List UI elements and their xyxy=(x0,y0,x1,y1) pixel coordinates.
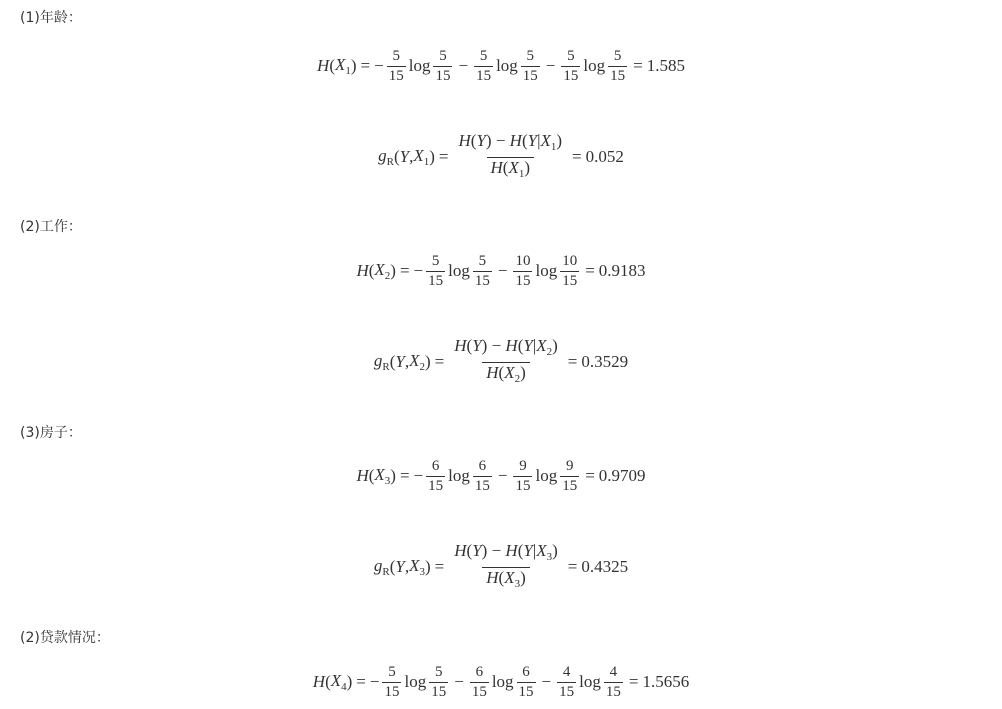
fraction: $\frac{4}{15}$ xyxy=(559,663,575,700)
fraction: $\frac{5}{15}$ xyxy=(474,252,490,289)
entropy-equation-house: H ( $X_3$ ) = − $\frac{6}{15}$ log $\frac{6}{15}$ − $\frac{9}{15}$ log $\frac{9}{15}$ = 0.9709 xyxy=(356,457,646,494)
fraction: $\frac{5}{15}$ xyxy=(388,47,404,84)
fraction: $\frac{5}{15}$ xyxy=(476,47,492,84)
fraction: $\frac{5}{15}$ xyxy=(428,252,444,289)
entropy-result: 0.9183 xyxy=(598,261,646,280)
fraction: $\frac{H(Y) - H(Y|X_2)}{H(X_2)}$ xyxy=(450,337,562,388)
fraction: $\frac{6}{15}$ xyxy=(428,457,444,494)
fraction: $\frac{H(Y) - H(Y|X_1)}{H(X_1)}$ xyxy=(454,132,566,183)
gain-ratio-equation-age: $g_R$ ( Y , $X_1$ ) = $\frac{H(Y) - H(Y|X_1)}{H(X_1)}$ = 0.052 xyxy=(0,137,1002,177)
section-heading-house: (3)房子： xyxy=(20,425,82,441)
fraction: $\frac{5}{15}$ xyxy=(435,47,451,84)
fraction: $\frac{9}{15}$ xyxy=(562,457,578,494)
entropy-result: 1.585 xyxy=(646,56,685,75)
gain-ratio-equation-job: $g_R$ ( Y , $X_2$ ) = $\frac{H(Y) - H(Y|X_2)}{H(X_2)}$ = 0.3529 xyxy=(0,342,1002,382)
subscript: 1 xyxy=(345,65,351,77)
fraction: $\frac{10}{15}$ xyxy=(562,252,578,289)
entropy-equation-age: H ( $X_1$ ) = − $\frac{5}{15}$ log $\frac{5}{15}$ − $\frac{5}{15}$ log $\frac{5}{15}$ − $\frac{5}{15}$ log $\frac{5}{15}$ = 1.585 xyxy=(317,47,685,84)
gain-ratio-result: 0.052 xyxy=(585,147,624,166)
fraction: $\frac{5}{15}$ xyxy=(610,47,626,84)
entropy-equation-job: H ( $X_2$ ) = − $\frac{5}{15}$ log $\frac{5}{15}$ − $\frac{10}{15}$ log $\frac{10}{15}$ = 0.9183 xyxy=(356,252,646,289)
fraction: $\frac{6}{15}$ xyxy=(471,663,487,700)
section-heading-age: (1)年龄： xyxy=(20,10,82,26)
fraction: $\frac{5}{15}$ xyxy=(563,47,579,84)
gain-ratio-equation-house: $g_R$ ( Y , $X_3$ ) = $\frac{H(Y) - H(Y|X_3)}{H(X_3)}$ = 0.4325 xyxy=(0,547,1002,587)
fraction: $\frac{10}{15}$ xyxy=(515,252,531,289)
fraction: $\frac{H(Y) - H(Y|X_3)}{H(X_3)}$ xyxy=(450,542,562,593)
fraction: $\frac{4}{15}$ xyxy=(605,663,621,700)
entropy-result: 0.9709 xyxy=(598,466,646,485)
section-heading-loan: (2)贷款情况： xyxy=(20,630,110,646)
entropy-result: 1.5656 xyxy=(642,672,690,691)
fraction: $\frac{6}{15}$ xyxy=(518,663,534,700)
fraction: $\frac{9}{15}$ xyxy=(515,457,531,494)
fraction: $\frac{5}{15}$ xyxy=(431,663,447,700)
section-heading-job: (2)工作： xyxy=(20,219,82,235)
gain-ratio-result: 0.4325 xyxy=(581,557,629,576)
gain-ratio-result: 0.3529 xyxy=(581,352,629,371)
fraction: $\frac{5}{15}$ xyxy=(522,47,538,84)
entropy-equation-loan: H ( $X_4$ ) = − $\frac{5}{15}$ log $\frac{5}{15}$ − $\frac{6}{15}$ log $\frac{6}{15}$ − $\frac{4}{15}$ log $\frac{4}{15}$ = 1.5656 xyxy=(312,663,690,700)
fraction: $\frac{5}{15}$ xyxy=(384,663,400,700)
fraction: $\frac{6}{15}$ xyxy=(474,457,490,494)
